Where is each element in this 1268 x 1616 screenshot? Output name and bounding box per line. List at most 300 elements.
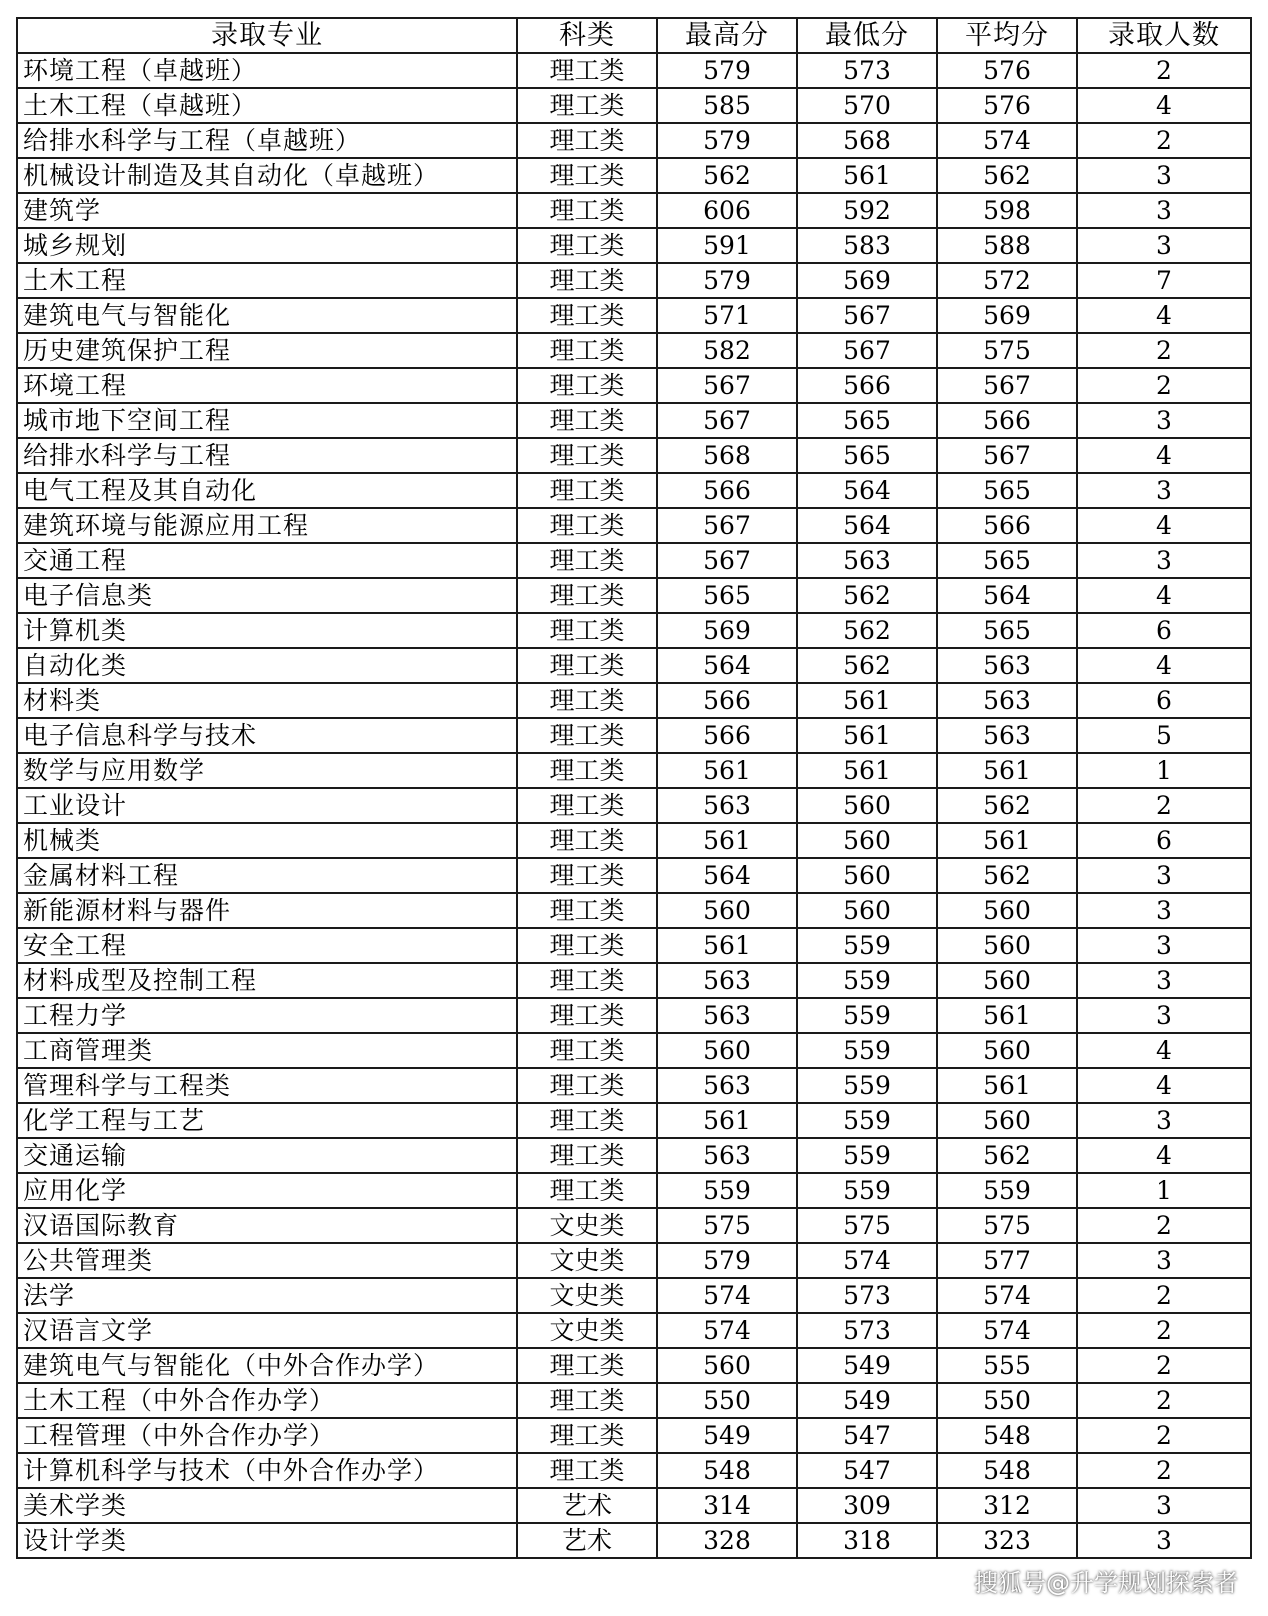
cell-avg-score: 588 — [937, 228, 1077, 263]
cell-max-score: 559 — [657, 1173, 797, 1208]
cell-avg-score: 560 — [937, 928, 1077, 963]
cell-min-score: 563 — [797, 543, 937, 578]
table-row — [17, 893, 1251, 928]
table-row — [17, 1138, 1251, 1173]
cell-admitted-count: 3 — [1077, 158, 1251, 193]
cell-min-score: 561 — [797, 683, 937, 718]
cell-admitted-count: 3 — [1077, 928, 1251, 963]
cell-max-score: 549 — [657, 1418, 797, 1453]
cell-category: 理工类 — [517, 718, 657, 753]
cell-category: 理工类 — [517, 123, 657, 158]
cell-major: 给排水科学与工程（卓越班） — [17, 123, 517, 158]
cell-max-score: 579 — [657, 263, 797, 298]
cell-min-score: 575 — [797, 1208, 937, 1243]
table-row — [17, 928, 1251, 963]
cell-min-score: 567 — [797, 298, 937, 333]
table-row — [17, 1033, 1251, 1068]
cell-min-score: 559 — [797, 998, 937, 1033]
cell-avg-score: 575 — [937, 333, 1077, 368]
cell-category: 文史类 — [517, 1278, 657, 1313]
cell-avg-score: 572 — [937, 263, 1077, 298]
cell-avg-score: 312 — [937, 1488, 1077, 1523]
cell-min-score: 559 — [797, 1138, 937, 1173]
table-row — [17, 228, 1251, 263]
cell-avg-score: 563 — [937, 718, 1077, 753]
table-row — [17, 858, 1251, 893]
header-row — [17, 18, 1251, 53]
table-row — [17, 578, 1251, 613]
cell-major: 应用化学 — [17, 1173, 517, 1208]
cell-avg-score: 565 — [937, 473, 1077, 508]
table-row — [17, 1068, 1251, 1103]
cell-category: 理工类 — [517, 998, 657, 1033]
cell-min-score: 570 — [797, 88, 937, 123]
cell-min-score: 309 — [797, 1488, 937, 1523]
table-row — [17, 823, 1251, 858]
cell-max-score: 574 — [657, 1313, 797, 1348]
cell-admitted-count: 4 — [1077, 298, 1251, 333]
table-row — [17, 1453, 1251, 1488]
table-row — [17, 263, 1251, 298]
cell-max-score: 582 — [657, 333, 797, 368]
cell-major: 电气工程及其自动化 — [17, 473, 517, 508]
cell-avg-score: 574 — [937, 1278, 1077, 1313]
cell-major: 工业设计 — [17, 788, 517, 823]
cell-min-score: 559 — [797, 1068, 937, 1103]
table-row — [17, 1103, 1251, 1138]
cell-max-score: 567 — [657, 368, 797, 403]
cell-max-score: 314 — [657, 1488, 797, 1523]
cell-category: 理工类 — [517, 1173, 657, 1208]
cell-admitted-count: 3 — [1077, 228, 1251, 263]
table-row — [17, 1348, 1251, 1383]
cell-max-score: 571 — [657, 298, 797, 333]
cell-admitted-count: 3 — [1077, 1523, 1251, 1558]
cell-admitted-count: 2 — [1077, 1278, 1251, 1313]
cell-min-score: 573 — [797, 53, 937, 88]
cell-admitted-count: 4 — [1077, 1068, 1251, 1103]
cell-admitted-count: 6 — [1077, 823, 1251, 858]
cell-major: 金属材料工程 — [17, 858, 517, 893]
header-min-score: 最低分 — [797, 18, 937, 53]
table-row — [17, 123, 1251, 158]
cell-major: 机械设计制造及其自动化（卓越班） — [17, 158, 517, 193]
cell-category: 文史类 — [517, 1208, 657, 1243]
cell-category: 理工类 — [517, 963, 657, 998]
table-row — [17, 998, 1251, 1033]
cell-max-score: 566 — [657, 473, 797, 508]
cell-category: 理工类 — [517, 298, 657, 333]
cell-admitted-count: 4 — [1077, 88, 1251, 123]
cell-major: 土木工程（卓越班） — [17, 88, 517, 123]
cell-max-score: 566 — [657, 718, 797, 753]
cell-major: 新能源材料与器件 — [17, 893, 517, 928]
cell-admitted-count: 3 — [1077, 1243, 1251, 1278]
cell-major: 工程管理（中外合作办学） — [17, 1418, 517, 1453]
cell-category: 理工类 — [517, 438, 657, 473]
cell-avg-score: 575 — [937, 1208, 1077, 1243]
cell-max-score: 569 — [657, 613, 797, 648]
cell-category: 理工类 — [517, 228, 657, 263]
cell-category: 理工类 — [517, 1138, 657, 1173]
cell-max-score: 560 — [657, 1033, 797, 1068]
cell-admitted-count: 6 — [1077, 683, 1251, 718]
cell-avg-score: 560 — [937, 963, 1077, 998]
table-row — [17, 613, 1251, 648]
cell-min-score: 574 — [797, 1243, 937, 1278]
table-row — [17, 648, 1251, 683]
cell-min-score: 559 — [797, 928, 937, 963]
cell-major: 历史建筑保护工程 — [17, 333, 517, 368]
cell-avg-score: 550 — [937, 1383, 1077, 1418]
cell-max-score: 550 — [657, 1383, 797, 1418]
cell-avg-score: 565 — [937, 613, 1077, 648]
table-row — [17, 753, 1251, 788]
cell-min-score: 560 — [797, 788, 937, 823]
cell-min-score: 569 — [797, 263, 937, 298]
cell-max-score: 563 — [657, 1138, 797, 1173]
cell-avg-score: 562 — [937, 1138, 1077, 1173]
cell-admitted-count: 3 — [1077, 963, 1251, 998]
cell-category: 理工类 — [517, 158, 657, 193]
cell-max-score: 563 — [657, 963, 797, 998]
table-row — [17, 1523, 1251, 1558]
cell-min-score: 564 — [797, 473, 937, 508]
cell-avg-score: 555 — [937, 1348, 1077, 1383]
cell-max-score: 561 — [657, 1103, 797, 1138]
cell-major: 电子信息类 — [17, 578, 517, 613]
cell-min-score: 561 — [797, 718, 937, 753]
cell-avg-score: 323 — [937, 1523, 1077, 1558]
table-row — [17, 1418, 1251, 1453]
cell-max-score: 574 — [657, 1278, 797, 1313]
cell-major: 城乡规划 — [17, 228, 517, 263]
cell-admitted-count: 2 — [1077, 1208, 1251, 1243]
cell-min-score: 560 — [797, 858, 937, 893]
cell-category: 理工类 — [517, 1383, 657, 1418]
table-row — [17, 53, 1251, 88]
watermark: 搜狐号@升学规划探索者 — [974, 1569, 1238, 1597]
cell-max-score: 548 — [657, 1453, 797, 1488]
cell-category: 理工类 — [517, 578, 657, 613]
cell-min-score: 561 — [797, 753, 937, 788]
cell-admitted-count: 3 — [1077, 998, 1251, 1033]
cell-min-score: 561 — [797, 158, 937, 193]
cell-avg-score: 563 — [937, 648, 1077, 683]
cell-major: 管理科学与工程类 — [17, 1068, 517, 1103]
cell-major: 给排水科学与工程 — [17, 438, 517, 473]
cell-category: 理工类 — [517, 823, 657, 858]
cell-max-score: 328 — [657, 1523, 797, 1558]
cell-max-score: 567 — [657, 543, 797, 578]
cell-admitted-count: 2 — [1077, 333, 1251, 368]
cell-min-score: 559 — [797, 1103, 937, 1138]
cell-category: 理工类 — [517, 893, 657, 928]
cell-admitted-count: 2 — [1077, 1383, 1251, 1418]
cell-min-score: 562 — [797, 613, 937, 648]
cell-avg-score: 574 — [937, 123, 1077, 158]
cell-min-score: 559 — [797, 963, 937, 998]
cell-major: 建筑电气与智能化（中外合作办学） — [17, 1348, 517, 1383]
cell-admitted-count: 3 — [1077, 1103, 1251, 1138]
cell-category: 理工类 — [517, 928, 657, 963]
cell-min-score: 564 — [797, 508, 937, 543]
table-header — [17, 18, 1251, 53]
cell-major: 材料成型及控制工程 — [17, 963, 517, 998]
cell-max-score: 560 — [657, 893, 797, 928]
cell-avg-score: 598 — [937, 193, 1077, 228]
cell-avg-score: 561 — [937, 823, 1077, 858]
table-row — [17, 88, 1251, 123]
cell-admitted-count: 2 — [1077, 53, 1251, 88]
cell-max-score: 591 — [657, 228, 797, 263]
cell-major: 设计学类 — [17, 1523, 517, 1558]
cell-major: 工程力学 — [17, 998, 517, 1033]
cell-max-score: 579 — [657, 53, 797, 88]
cell-major: 机械类 — [17, 823, 517, 858]
table-row — [17, 543, 1251, 578]
cell-category: 理工类 — [517, 613, 657, 648]
cell-min-score: 560 — [797, 893, 937, 928]
cell-max-score: 562 — [657, 158, 797, 193]
cell-major: 交通运输 — [17, 1138, 517, 1173]
cell-category: 文史类 — [517, 1243, 657, 1278]
cell-max-score: 567 — [657, 403, 797, 438]
cell-admitted-count: 3 — [1077, 193, 1251, 228]
cell-category: 理工类 — [517, 333, 657, 368]
cell-min-score: 559 — [797, 1173, 937, 1208]
cell-category: 理工类 — [517, 473, 657, 508]
table-row — [17, 403, 1251, 438]
cell-max-score: 564 — [657, 648, 797, 683]
cell-avg-score: 569 — [937, 298, 1077, 333]
admission-score-table — [16, 17, 1252, 1559]
cell-min-score: 549 — [797, 1383, 937, 1418]
cell-max-score: 579 — [657, 123, 797, 158]
cell-admitted-count: 3 — [1077, 858, 1251, 893]
cell-avg-score: 567 — [937, 368, 1077, 403]
cell-admitted-count: 2 — [1077, 1348, 1251, 1383]
table-row — [17, 1313, 1251, 1348]
cell-major: 材料类 — [17, 683, 517, 718]
cell-major: 土木工程 — [17, 263, 517, 298]
cell-avg-score: 561 — [937, 753, 1077, 788]
cell-major: 环境工程 — [17, 368, 517, 403]
cell-avg-score: 562 — [937, 788, 1077, 823]
cell-category: 理工类 — [517, 1348, 657, 1383]
cell-max-score: 561 — [657, 753, 797, 788]
cell-max-score: 564 — [657, 858, 797, 893]
cell-avg-score: 560 — [937, 1033, 1077, 1068]
cell-admitted-count: 5 — [1077, 718, 1251, 753]
cell-avg-score: 562 — [937, 158, 1077, 193]
table-row — [17, 158, 1251, 193]
cell-major: 公共管理类 — [17, 1243, 517, 1278]
cell-category: 理工类 — [517, 1033, 657, 1068]
table-row — [17, 298, 1251, 333]
cell-category: 艺术 — [517, 1523, 657, 1558]
cell-category: 理工类 — [517, 193, 657, 228]
cell-max-score: 575 — [657, 1208, 797, 1243]
cell-admitted-count: 6 — [1077, 613, 1251, 648]
cell-category: 理工类 — [517, 1418, 657, 1453]
cell-avg-score: 560 — [937, 893, 1077, 928]
cell-admitted-count: 4 — [1077, 578, 1251, 613]
cell-avg-score: 577 — [937, 1243, 1077, 1278]
table-row — [17, 1243, 1251, 1278]
cell-avg-score: 548 — [937, 1418, 1077, 1453]
cell-min-score: 562 — [797, 578, 937, 613]
cell-category: 理工类 — [517, 1068, 657, 1103]
cell-major: 自动化类 — [17, 648, 517, 683]
cell-admitted-count: 1 — [1077, 1173, 1251, 1208]
cell-min-score: 583 — [797, 228, 937, 263]
table-row — [17, 788, 1251, 823]
cell-major: 计算机科学与技术（中外合作办学） — [17, 1453, 517, 1488]
cell-admitted-count: 4 — [1077, 508, 1251, 543]
cell-avg-score: 563 — [937, 683, 1077, 718]
cell-major: 城市地下空间工程 — [17, 403, 517, 438]
cell-min-score: 565 — [797, 403, 937, 438]
cell-category: 理工类 — [517, 788, 657, 823]
cell-admitted-count: 2 — [1077, 368, 1251, 403]
cell-category: 艺术 — [517, 1488, 657, 1523]
cell-max-score: 606 — [657, 193, 797, 228]
cell-admitted-count: 2 — [1077, 788, 1251, 823]
table-row — [17, 1208, 1251, 1243]
cell-major: 电子信息科学与技术 — [17, 718, 517, 753]
table-row — [17, 438, 1251, 473]
cell-avg-score: 561 — [937, 998, 1077, 1033]
cell-admitted-count: 3 — [1077, 403, 1251, 438]
cell-max-score: 568 — [657, 438, 797, 473]
cell-min-score: 559 — [797, 1033, 937, 1068]
cell-max-score: 563 — [657, 998, 797, 1033]
cell-admitted-count: 3 — [1077, 1488, 1251, 1523]
cell-admitted-count: 4 — [1077, 438, 1251, 473]
cell-major: 数学与应用数学 — [17, 753, 517, 788]
cell-admitted-count: 2 — [1077, 1418, 1251, 1453]
cell-admitted-count: 2 — [1077, 123, 1251, 158]
cell-min-score: 565 — [797, 438, 937, 473]
table-row — [17, 1173, 1251, 1208]
cell-major: 土木工程（中外合作办学） — [17, 1383, 517, 1418]
cell-max-score: 585 — [657, 88, 797, 123]
cell-avg-score: 564 — [937, 578, 1077, 613]
cell-category: 理工类 — [517, 403, 657, 438]
header-admitted-count: 录取人数 — [1077, 18, 1251, 53]
cell-max-score: 563 — [657, 1068, 797, 1103]
cell-category: 理工类 — [517, 368, 657, 403]
cell-max-score: 561 — [657, 823, 797, 858]
table-row — [17, 718, 1251, 753]
cell-min-score: 573 — [797, 1313, 937, 1348]
cell-max-score: 563 — [657, 788, 797, 823]
cell-category: 理工类 — [517, 858, 657, 893]
cell-max-score: 560 — [657, 1348, 797, 1383]
header-max-score: 最高分 — [657, 18, 797, 53]
cell-avg-score: 566 — [937, 508, 1077, 543]
table-row — [17, 508, 1251, 543]
cell-category: 理工类 — [517, 648, 657, 683]
cell-admitted-count: 2 — [1077, 1453, 1251, 1488]
cell-major: 环境工程（卓越班） — [17, 53, 517, 88]
cell-admitted-count: 3 — [1077, 543, 1251, 578]
cell-max-score: 579 — [657, 1243, 797, 1278]
table-row — [17, 473, 1251, 508]
table-row — [17, 1278, 1251, 1313]
header-category: 科类 — [517, 18, 657, 53]
cell-major: 汉语言文学 — [17, 1313, 517, 1348]
cell-major: 计算机类 — [17, 613, 517, 648]
table-row — [17, 193, 1251, 228]
cell-min-score: 549 — [797, 1348, 937, 1383]
cell-admitted-count: 4 — [1077, 1033, 1251, 1068]
cell-min-score: 567 — [797, 333, 937, 368]
cell-min-score: 566 — [797, 368, 937, 403]
cell-avg-score: 574 — [937, 1313, 1077, 1348]
cell-avg-score: 561 — [937, 1068, 1077, 1103]
cell-category: 理工类 — [517, 683, 657, 718]
table-row — [17, 963, 1251, 998]
cell-min-score: 573 — [797, 1278, 937, 1313]
cell-min-score: 318 — [797, 1523, 937, 1558]
cell-avg-score: 565 — [937, 543, 1077, 578]
cell-category: 理工类 — [517, 88, 657, 123]
cell-major: 美术学类 — [17, 1488, 517, 1523]
cell-category: 理工类 — [517, 53, 657, 88]
cell-avg-score: 548 — [937, 1453, 1077, 1488]
cell-major: 化学工程与工艺 — [17, 1103, 517, 1138]
cell-min-score: 547 — [797, 1453, 937, 1488]
cell-category: 理工类 — [517, 263, 657, 298]
cell-major: 法学 — [17, 1278, 517, 1313]
table-row — [17, 333, 1251, 368]
cell-major: 汉语国际教育 — [17, 1208, 517, 1243]
cell-avg-score: 562 — [937, 858, 1077, 893]
cell-avg-score: 567 — [937, 438, 1077, 473]
cell-avg-score: 576 — [937, 88, 1077, 123]
cell-max-score: 566 — [657, 683, 797, 718]
cell-avg-score: 559 — [937, 1173, 1077, 1208]
cell-avg-score: 576 — [937, 53, 1077, 88]
cell-min-score: 568 — [797, 123, 937, 158]
cell-max-score: 561 — [657, 928, 797, 963]
cell-admitted-count: 1 — [1077, 753, 1251, 788]
cell-category: 文史类 — [517, 1313, 657, 1348]
cell-major: 工商管理类 — [17, 1033, 517, 1068]
table-row — [17, 1383, 1251, 1418]
cell-min-score: 562 — [797, 648, 937, 683]
cell-major: 交通工程 — [17, 543, 517, 578]
cell-admitted-count: 3 — [1077, 473, 1251, 508]
cell-major: 建筑学 — [17, 193, 517, 228]
table-row — [17, 1488, 1251, 1523]
cell-avg-score: 566 — [937, 403, 1077, 438]
cell-category: 理工类 — [517, 1453, 657, 1488]
cell-min-score: 547 — [797, 1418, 937, 1453]
table-row — [17, 683, 1251, 718]
table-row — [17, 368, 1251, 403]
cell-min-score: 560 — [797, 823, 937, 858]
cell-min-score: 592 — [797, 193, 937, 228]
header-avg-score: 平均分 — [937, 18, 1077, 53]
cell-admitted-count: 3 — [1077, 893, 1251, 928]
header-major: 录取专业 — [17, 18, 517, 53]
cell-category: 理工类 — [517, 508, 657, 543]
cell-major: 建筑环境与能源应用工程 — [17, 508, 517, 543]
cell-admitted-count: 4 — [1077, 1138, 1251, 1173]
